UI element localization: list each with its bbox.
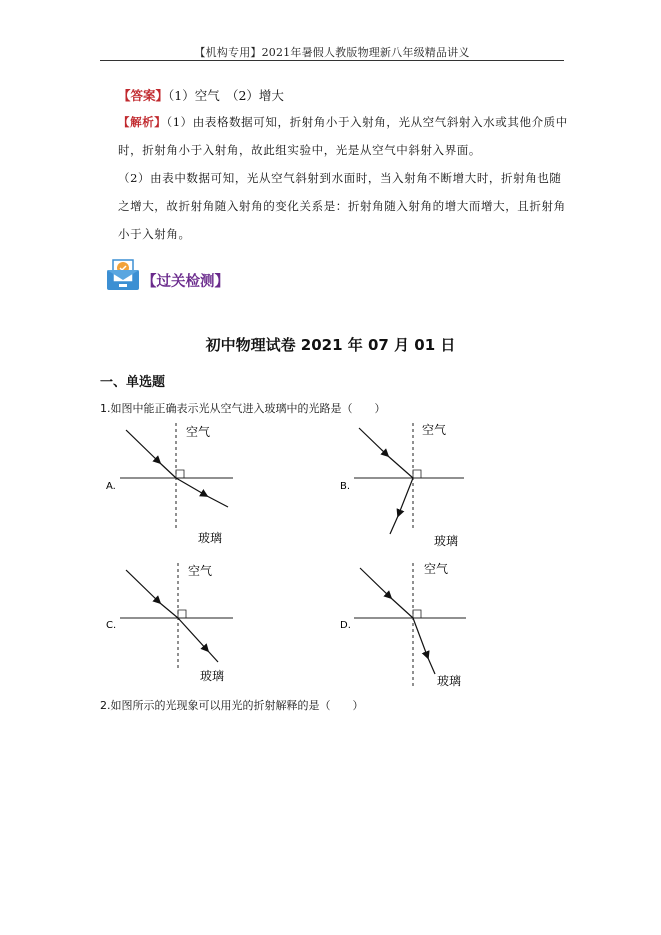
section-label: 【过关检测】 [142, 274, 229, 290]
analysis-tag: 【解析】 [118, 115, 167, 129]
option-d-air-label: 空气 [424, 562, 449, 576]
option-d-label: D. [340, 620, 351, 631]
option-b-label: B. [340, 481, 351, 492]
option-a-label: A. [106, 481, 116, 492]
option-a-diagram [106, 423, 233, 545]
option-b-diagram [340, 422, 464, 548]
answer-content: （1）空气 （2）增大 [168, 88, 284, 103]
question-2: 2.如图所示的光现象可以用光的折射解释的是（ ） [100, 699, 364, 712]
answer-line [118, 86, 284, 104]
answer-tag: 【答案】 [118, 88, 169, 103]
analysis-paragraph-2: （2）由表中数据可知，光从空气斜射到水面时，当入射角不断增大时，折射角也随之增大，故折射角随入射角的变化关系是：折射角随入射角的增大而增大，且折射角小于入射角。 [118, 171, 566, 241]
analysis-paragraph-1 [118, 108, 568, 164]
checklist-icon [105, 256, 141, 292]
option-b-air-label: 空气 [422, 423, 447, 437]
question-1: 1.如图中能正确表示光从空气进入玻璃中的光路是（ ） [100, 402, 386, 415]
option-d-diagram [340, 561, 466, 688]
analysis-text-1: （1）由表格数据可知，折射角小于入射角，光从空气斜射入水或其他介质中时，折射角小于入射角，故此组实验中，光是从空气中斜射入界面。 [118, 115, 568, 157]
option-c-air-label: 空气 [188, 564, 213, 578]
option-c-diagram [106, 563, 233, 683]
header-divider [100, 60, 564, 61]
option-b-glass-label: 玻璃 [434, 534, 459, 548]
page-header: 【机构专用】2021年暑假人教版物理新八年级精品讲义 [194, 46, 470, 59]
exam-title: 初中物理试卷 2021 年 07 月 01 日 [205, 336, 456, 354]
refraction-diagram [100, 418, 580, 693]
option-c-label: C. [106, 620, 117, 631]
section-heading: 一、单选题 [100, 375, 166, 390]
option-c-glass-label: 玻璃 [200, 669, 225, 683]
option-a-air-label: 空气 [186, 425, 211, 439]
option-d-glass-label: 玻璃 [437, 674, 462, 688]
option-a-glass-label: 玻璃 [198, 531, 223, 545]
